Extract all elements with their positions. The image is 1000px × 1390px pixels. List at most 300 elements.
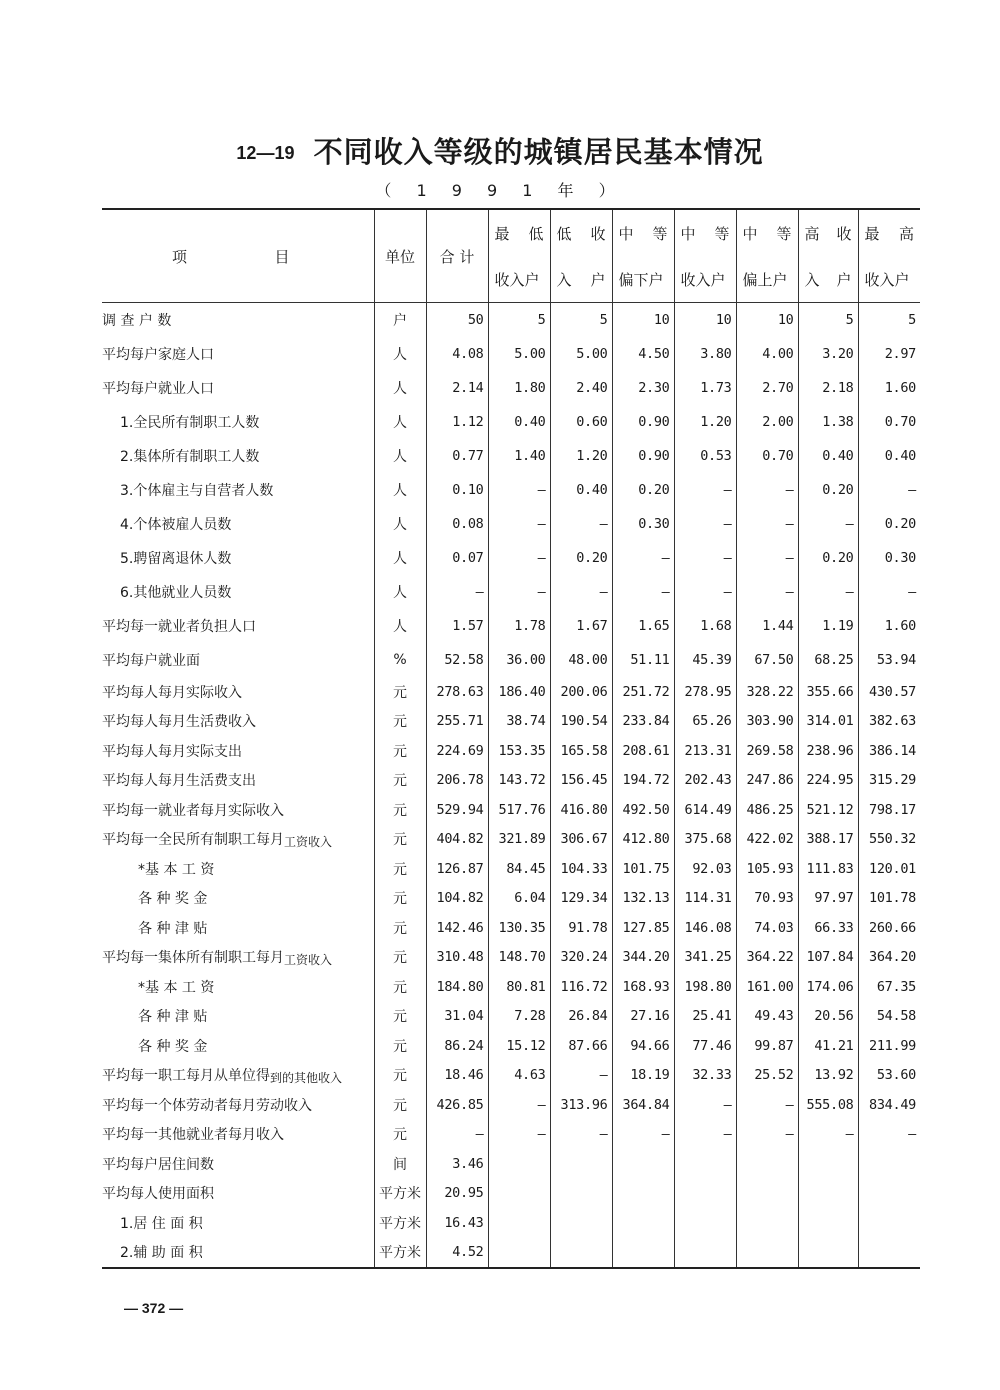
cell-value: 4.50 bbox=[612, 337, 674, 371]
cell-value: 1.38 bbox=[798, 405, 858, 439]
cell-total: 31.04 bbox=[426, 1002, 488, 1032]
header-total: 合 计 bbox=[426, 209, 488, 303]
cell-value bbox=[612, 1208, 674, 1238]
cell-total: 0.08 bbox=[426, 507, 488, 541]
row-item-text: 各 种 奖 金 bbox=[138, 891, 208, 908]
cell-value: 1.80 bbox=[488, 371, 550, 405]
row-unit: 元 bbox=[374, 913, 426, 943]
cell-value: 84.45 bbox=[488, 854, 550, 884]
cell-value bbox=[858, 1238, 920, 1269]
cell-value: 67.35 bbox=[858, 972, 920, 1002]
cell-value: 101.75 bbox=[612, 854, 674, 884]
cell-value bbox=[674, 1179, 736, 1209]
cell-value bbox=[858, 1179, 920, 1209]
cell-value: 53.94 bbox=[858, 643, 920, 677]
cell-value: 1.65 bbox=[612, 609, 674, 643]
cell-value: 48.00 bbox=[550, 643, 612, 677]
row-item-text: 1.全民所有制职工人数 bbox=[120, 415, 260, 431]
header-group-line1-b: 等 bbox=[776, 224, 792, 243]
cell-value: 190.54 bbox=[550, 707, 612, 737]
header-group-line2-a: 偏下户 bbox=[618, 270, 664, 289]
table-number: 12—19 bbox=[236, 143, 295, 163]
cell-value: 200.06 bbox=[550, 677, 612, 707]
row-item-text: 平均每一就业者负担人口 bbox=[102, 619, 256, 635]
row-item-label bbox=[102, 1090, 374, 1120]
cell-value: 5.00 bbox=[488, 337, 550, 371]
table-row bbox=[102, 736, 920, 766]
cell-total: — bbox=[426, 1120, 488, 1150]
cell-value: 5 bbox=[858, 303, 920, 338]
cell-value: 53.60 bbox=[858, 1061, 920, 1091]
row-unit: 元 bbox=[374, 884, 426, 914]
cell-value: — bbox=[798, 1120, 858, 1150]
cell-value: 1.40 bbox=[488, 439, 550, 473]
row-item-label bbox=[102, 1238, 374, 1269]
cell-value bbox=[736, 1179, 798, 1209]
cell-value: 213.31 bbox=[674, 736, 736, 766]
row-item-label bbox=[102, 854, 374, 884]
cell-total: 20.95 bbox=[426, 1179, 488, 1209]
cell-value: 0.90 bbox=[612, 405, 674, 439]
cell-value: 260.66 bbox=[858, 913, 920, 943]
cell-value: 834.49 bbox=[858, 1090, 920, 1120]
cell-value: 375.68 bbox=[674, 825, 736, 855]
cell-value: 0.70 bbox=[858, 405, 920, 439]
cell-value: — bbox=[612, 1120, 674, 1150]
cell-value: 49.43 bbox=[736, 1002, 798, 1032]
cell-value: 77.46 bbox=[674, 1031, 736, 1061]
row-item-label bbox=[102, 1031, 374, 1061]
row-item-label bbox=[102, 1208, 374, 1238]
cell-value: — bbox=[612, 541, 674, 575]
row-unit: 人 bbox=[374, 541, 426, 575]
row-unit: 间 bbox=[374, 1149, 426, 1179]
cell-value bbox=[488, 1179, 550, 1209]
table-header bbox=[102, 209, 920, 303]
cell-value: 0.40 bbox=[858, 439, 920, 473]
cell-value: 74.03 bbox=[736, 913, 798, 943]
cell-value: 202.43 bbox=[674, 766, 736, 796]
cell-value: — bbox=[736, 1120, 798, 1150]
row-item-text: 平均每人每月生活费支出 bbox=[102, 773, 256, 790]
cell-total: 142.46 bbox=[426, 913, 488, 943]
row-unit: 元 bbox=[374, 972, 426, 1002]
cell-value: 1.60 bbox=[858, 609, 920, 643]
row-item-label bbox=[102, 677, 374, 707]
cell-value: 238.96 bbox=[798, 736, 858, 766]
row-item-label bbox=[102, 1002, 374, 1032]
row-item-label bbox=[102, 473, 374, 507]
header-group-line2-a: 收入户 bbox=[494, 270, 540, 289]
cell-value: 148.70 bbox=[488, 943, 550, 973]
cell-value: 25.52 bbox=[736, 1061, 798, 1091]
cell-value: 116.72 bbox=[550, 972, 612, 1002]
cell-value bbox=[798, 1149, 858, 1179]
row-unit: 元 bbox=[374, 1090, 426, 1120]
table-row bbox=[102, 439, 920, 473]
cell-value: 416.80 bbox=[550, 795, 612, 825]
cell-total: 278.63 bbox=[426, 677, 488, 707]
cell-total: 426.85 bbox=[426, 1090, 488, 1120]
cell-value: 364.84 bbox=[612, 1090, 674, 1120]
cell-value bbox=[798, 1179, 858, 1209]
cell-value: — bbox=[674, 507, 736, 541]
cell-value: 382.63 bbox=[858, 707, 920, 737]
cell-value: 66.33 bbox=[798, 913, 858, 943]
row-item-text: 各 种 津 贴 bbox=[138, 920, 208, 937]
cell-value: 306.67 bbox=[550, 825, 612, 855]
header-group-line2-a: 偏上户 bbox=[742, 270, 788, 289]
row-unit: 元 bbox=[374, 736, 426, 766]
cell-value: — bbox=[488, 473, 550, 507]
cell-value bbox=[612, 1149, 674, 1179]
row-unit: 平方米 bbox=[374, 1238, 426, 1269]
cell-value: 278.95 bbox=[674, 677, 736, 707]
title-text: 不同收入等级的城镇居民基本情况 bbox=[313, 135, 764, 169]
row-unit: 人 bbox=[374, 337, 426, 371]
header-group-line1-b: 低 bbox=[528, 224, 544, 243]
cell-value: 269.58 bbox=[736, 736, 798, 766]
cell-total: — bbox=[426, 575, 488, 609]
cell-value: 3.80 bbox=[674, 337, 736, 371]
cell-total: 86.24 bbox=[426, 1031, 488, 1061]
table-row bbox=[102, 707, 920, 737]
cell-value: 492.50 bbox=[612, 795, 674, 825]
table-row bbox=[102, 1002, 920, 1032]
cell-value bbox=[488, 1149, 550, 1179]
cell-value bbox=[858, 1149, 920, 1179]
header-item bbox=[102, 209, 374, 303]
cell-value: 111.83 bbox=[798, 854, 858, 884]
cell-total: 255.71 bbox=[426, 707, 488, 737]
cell-value: 194.72 bbox=[612, 766, 674, 796]
cell-value: 25.41 bbox=[674, 1002, 736, 1032]
cell-value: 32.33 bbox=[674, 1061, 736, 1091]
cell-value bbox=[736, 1208, 798, 1238]
row-item-text: 平均每户家庭人口 bbox=[102, 347, 214, 363]
cell-value: 486.25 bbox=[736, 795, 798, 825]
cell-total: 2.14 bbox=[426, 371, 488, 405]
row-item-label bbox=[102, 507, 374, 541]
row-unit: 人 bbox=[374, 609, 426, 643]
table-row bbox=[102, 854, 920, 884]
table-row bbox=[102, 541, 920, 575]
table-year: （ 1 9 9 1 年 ） bbox=[375, 181, 625, 200]
cell-value: 2.97 bbox=[858, 337, 920, 371]
cell-value: 107.84 bbox=[798, 943, 858, 973]
cell-value: 6.04 bbox=[488, 884, 550, 914]
cell-value: 70.93 bbox=[736, 884, 798, 914]
cell-value: 10 bbox=[674, 303, 736, 338]
header-group-5 bbox=[736, 209, 798, 303]
header-group-line2-a: 收入户 bbox=[864, 270, 910, 289]
row-item-text: 平均每户就业面 bbox=[102, 653, 200, 669]
cell-value: 51.11 bbox=[612, 643, 674, 677]
cell-value: 0.60 bbox=[550, 405, 612, 439]
cell-value: 521.12 bbox=[798, 795, 858, 825]
cell-total: 224.69 bbox=[426, 736, 488, 766]
header-group-line1-b: 等 bbox=[652, 224, 668, 243]
cell-total: 4.52 bbox=[426, 1238, 488, 1269]
table-row bbox=[102, 473, 920, 507]
cell-total: 0.77 bbox=[426, 439, 488, 473]
cell-total: 4.08 bbox=[426, 337, 488, 371]
cell-value: 65.26 bbox=[674, 707, 736, 737]
cell-value: — bbox=[798, 575, 858, 609]
cell-value: 550.32 bbox=[858, 825, 920, 855]
row-item-label bbox=[102, 439, 374, 473]
table-row bbox=[102, 795, 920, 825]
cell-value: 303.90 bbox=[736, 707, 798, 737]
row-unit: 元 bbox=[374, 1120, 426, 1150]
row-unit: 元 bbox=[374, 707, 426, 737]
cell-value: 130.35 bbox=[488, 913, 550, 943]
cell-value: 104.33 bbox=[550, 854, 612, 884]
header-group-4 bbox=[674, 209, 736, 303]
cell-value: 5 bbox=[488, 303, 550, 338]
cell-value: 0.90 bbox=[612, 439, 674, 473]
table-row bbox=[102, 1238, 920, 1269]
cell-value: 97.97 bbox=[798, 884, 858, 914]
cell-value: 251.72 bbox=[612, 677, 674, 707]
row-item-subtext: 到的其他收入 bbox=[270, 1071, 343, 1086]
cell-value: — bbox=[858, 575, 920, 609]
cell-value: 211.99 bbox=[858, 1031, 920, 1061]
row-unit: 元 bbox=[374, 825, 426, 855]
row-item-label bbox=[102, 972, 374, 1002]
table-row bbox=[102, 1179, 920, 1209]
cell-value: — bbox=[550, 575, 612, 609]
cell-value: 15.12 bbox=[488, 1031, 550, 1061]
table-title bbox=[0, 130, 1000, 171]
row-item-text: 调 查 户 数 bbox=[102, 313, 172, 329]
cell-value: 614.49 bbox=[674, 795, 736, 825]
row-unit: 平方米 bbox=[374, 1208, 426, 1238]
cell-value bbox=[798, 1208, 858, 1238]
cell-value: — bbox=[736, 541, 798, 575]
cell-value bbox=[736, 1238, 798, 1269]
cell-total: 50 bbox=[426, 303, 488, 338]
cell-value bbox=[736, 1149, 798, 1179]
header-unit: 单位 bbox=[374, 209, 426, 303]
table-row bbox=[102, 1120, 920, 1150]
row-item-text: 平均每一职工每月从单位得 bbox=[102, 1068, 270, 1085]
cell-value: 798.17 bbox=[858, 795, 920, 825]
row-item-text: 平均每户居住间数 bbox=[102, 1156, 214, 1173]
row-item-label bbox=[102, 943, 374, 973]
cell-value: — bbox=[736, 507, 798, 541]
cell-value: 355.66 bbox=[798, 677, 858, 707]
cell-value: 321.89 bbox=[488, 825, 550, 855]
row-item-label bbox=[102, 575, 374, 609]
cell-value: 161.00 bbox=[736, 972, 798, 1002]
row-item-label bbox=[102, 1179, 374, 1209]
cell-value: — bbox=[798, 507, 858, 541]
cell-value: 320.24 bbox=[550, 943, 612, 973]
cell-value: 13.92 bbox=[798, 1061, 858, 1091]
cell-total: 0.10 bbox=[426, 473, 488, 507]
header-group-line2-b: 户 bbox=[836, 270, 852, 289]
cell-value: 10 bbox=[736, 303, 798, 338]
cell-value: 0.53 bbox=[674, 439, 736, 473]
header-group-line1-a: 中 bbox=[680, 224, 696, 243]
row-unit: 元 bbox=[374, 766, 426, 796]
row-item-text: *基 本 工 资 bbox=[138, 979, 215, 996]
row-item-text: 1.居 住 面 积 bbox=[120, 1215, 203, 1232]
row-unit: 元 bbox=[374, 1061, 426, 1091]
cell-value: 2.30 bbox=[612, 371, 674, 405]
cell-total: 404.82 bbox=[426, 825, 488, 855]
table-row bbox=[102, 825, 920, 855]
row-unit: 元 bbox=[374, 677, 426, 707]
cell-value: 0.30 bbox=[612, 507, 674, 541]
row-item-text: 平均每一集体所有制职工每月 bbox=[102, 950, 284, 967]
header-group-line1-a: 低 bbox=[556, 224, 572, 243]
cell-value: — bbox=[550, 1120, 612, 1150]
cell-value: 7.28 bbox=[488, 1002, 550, 1032]
row-unit: 人 bbox=[374, 473, 426, 507]
cell-value: — bbox=[858, 1120, 920, 1150]
cell-value bbox=[674, 1208, 736, 1238]
header-group-line1-b: 收 bbox=[836, 224, 852, 243]
cell-value bbox=[612, 1179, 674, 1209]
cell-total: 184.80 bbox=[426, 972, 488, 1002]
row-item-label bbox=[102, 1120, 374, 1150]
cell-value: 388.17 bbox=[798, 825, 858, 855]
cell-value: 2.40 bbox=[550, 371, 612, 405]
header-group-2 bbox=[550, 209, 612, 303]
table-row bbox=[102, 766, 920, 796]
cell-value: — bbox=[488, 1120, 550, 1150]
cell-value: 1.20 bbox=[550, 439, 612, 473]
row-item-label bbox=[102, 736, 374, 766]
header-group-3 bbox=[612, 209, 674, 303]
row-item-label bbox=[102, 884, 374, 914]
cell-value: 38.74 bbox=[488, 707, 550, 737]
row-item-text: 平均每人每月实际收入 bbox=[102, 684, 242, 701]
header-group-6 bbox=[798, 209, 858, 303]
row-item-label bbox=[102, 609, 374, 643]
cell-value: 2.70 bbox=[736, 371, 798, 405]
cell-value: 45.39 bbox=[674, 643, 736, 677]
row-item-text: 平均每一就业者每月实际收入 bbox=[102, 802, 284, 819]
header-item-left: 项 bbox=[172, 247, 188, 266]
cell-value: 0.20 bbox=[798, 473, 858, 507]
row-item-label bbox=[102, 913, 374, 943]
header-group-1 bbox=[488, 209, 550, 303]
table-row bbox=[102, 1149, 920, 1179]
table-row bbox=[102, 1208, 920, 1238]
cell-value: 1.19 bbox=[798, 609, 858, 643]
header-group-7 bbox=[858, 209, 920, 303]
cell-value bbox=[550, 1238, 612, 1269]
row-unit: 元 bbox=[374, 943, 426, 973]
cell-total: 3.46 bbox=[426, 1149, 488, 1179]
header-group-line1-b: 等 bbox=[714, 224, 730, 243]
cell-value bbox=[674, 1149, 736, 1179]
cell-value: — bbox=[488, 507, 550, 541]
cell-value: 2.18 bbox=[798, 371, 858, 405]
cell-value: 4.00 bbox=[736, 337, 798, 371]
cell-value: 101.78 bbox=[858, 884, 920, 914]
cell-value: 314.01 bbox=[798, 707, 858, 737]
table-body bbox=[102, 303, 920, 1269]
cell-value bbox=[798, 1238, 858, 1269]
cell-value: 143.72 bbox=[488, 766, 550, 796]
cell-value: — bbox=[674, 1090, 736, 1120]
cell-value: 0.20 bbox=[550, 541, 612, 575]
cell-value: — bbox=[550, 1061, 612, 1091]
cell-value: 92.03 bbox=[674, 854, 736, 884]
cell-value: 41.21 bbox=[798, 1031, 858, 1061]
table-row bbox=[102, 913, 920, 943]
cell-value: 2.00 bbox=[736, 405, 798, 439]
row-item-text: 3.个体雇主与自营者人数 bbox=[120, 483, 274, 499]
cell-value: 132.13 bbox=[612, 884, 674, 914]
cell-value: 364.22 bbox=[736, 943, 798, 973]
row-item-text: 4.个体被雇人员数 bbox=[120, 517, 232, 533]
table-row bbox=[102, 1061, 920, 1091]
cell-total: 310.48 bbox=[426, 943, 488, 973]
row-item-text: 各 种 奖 金 bbox=[138, 1038, 208, 1055]
cell-value bbox=[488, 1238, 550, 1269]
cell-value: 5 bbox=[550, 303, 612, 338]
cell-value: — bbox=[736, 473, 798, 507]
table-row bbox=[102, 943, 920, 973]
header-group-line2-a: 收入户 bbox=[680, 270, 726, 289]
header-group-line1-a: 最 bbox=[494, 224, 510, 243]
row-unit: 元 bbox=[374, 854, 426, 884]
cell-value: 99.87 bbox=[736, 1031, 798, 1061]
row-item-subtext: 工资收入 bbox=[284, 835, 333, 850]
row-item-text: 平均每一个体劳动者每月劳动收入 bbox=[102, 1097, 312, 1114]
cell-value bbox=[550, 1149, 612, 1179]
cell-value: — bbox=[488, 575, 550, 609]
row-item-text: 平均每人使用面积 bbox=[102, 1186, 214, 1203]
cell-value: 422.02 bbox=[736, 825, 798, 855]
row-item-label bbox=[102, 766, 374, 796]
cell-value: — bbox=[674, 1120, 736, 1150]
cell-value bbox=[612, 1238, 674, 1269]
cell-value: 91.78 bbox=[550, 913, 612, 943]
row-unit: 平方米 bbox=[374, 1179, 426, 1209]
cell-value: 344.20 bbox=[612, 943, 674, 973]
row-unit: 元 bbox=[374, 1002, 426, 1032]
table-row bbox=[102, 337, 920, 371]
cell-value: 120.01 bbox=[858, 854, 920, 884]
cell-value: 68.25 bbox=[798, 643, 858, 677]
cell-value: 313.96 bbox=[550, 1090, 612, 1120]
cell-value: — bbox=[858, 473, 920, 507]
cell-total: 18.46 bbox=[426, 1061, 488, 1091]
table-row bbox=[102, 1090, 920, 1120]
cell-value: 5.00 bbox=[550, 337, 612, 371]
cell-value: 54.58 bbox=[858, 1002, 920, 1032]
cell-value: — bbox=[488, 541, 550, 575]
row-item-label bbox=[102, 795, 374, 825]
cell-value: 27.16 bbox=[612, 1002, 674, 1032]
header-item-right: 目 bbox=[274, 247, 290, 266]
cell-value: 341.25 bbox=[674, 943, 736, 973]
cell-value: 1.60 bbox=[858, 371, 920, 405]
cell-value bbox=[674, 1238, 736, 1269]
cell-total: 104.82 bbox=[426, 884, 488, 914]
cell-value: 430.57 bbox=[858, 677, 920, 707]
row-item-text: 平均每户就业人口 bbox=[102, 381, 214, 397]
cell-total: 126.87 bbox=[426, 854, 488, 884]
row-item-text: *基 本 工 资 bbox=[138, 861, 215, 878]
row-item-label bbox=[102, 707, 374, 737]
